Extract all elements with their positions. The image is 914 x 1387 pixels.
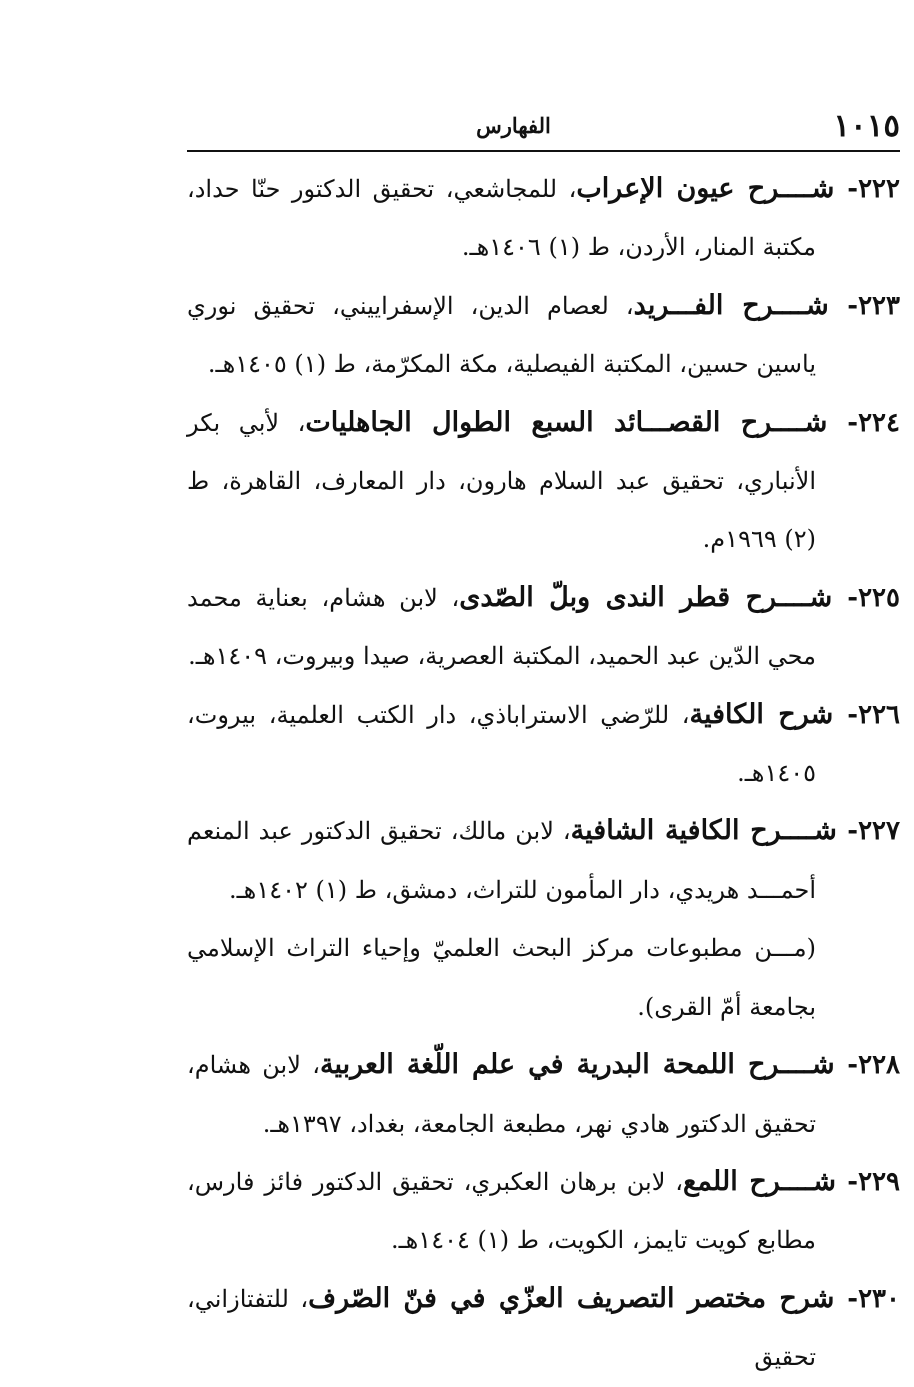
bibliography-entry-228: [187, 1036, 900, 1153]
entry-title: شــــرح اللمع: [683, 1165, 836, 1197]
entry-details: ، لعصام الدين، الإسفراييني، تحقيق نوري ياسين حسين، المكتبة الفيصلية، مكة المكرّمة، ط (١) ١٤٠٥هـ.: [187, 291, 816, 379]
bibliography-list: [187, 160, 900, 1387]
bibliography-entry-227: [187, 802, 900, 1036]
page-header: [187, 104, 900, 148]
entry-details: ، للتفتازاني، تحقيق: [187, 1284, 816, 1372]
entry-details: ، لأبي بكر الأنباري، تحقيق عبد السلام هارون، دار المعارف، القاهرة، ط (٢) ١٩٦٩م.: [187, 408, 816, 554]
entry-title: شــــرح عيون الإعراب: [576, 173, 835, 204]
running-title: الفهارس: [476, 113, 551, 138]
header-divider: [187, 150, 900, 152]
entry-number: ٢٣٠-: [834, 1283, 900, 1314]
entry-number: ٢٢٨-: [834, 1050, 901, 1081]
entry-details: ، لابن مالك، تحقيق الدكتور عبد المنعم أحمـــد هريدي، دار المأمون للتراث، دمشق، ط (١) ١٤٠٢هـ.: [187, 817, 816, 904]
entry-title: شــــرح الكافية الشافية: [570, 815, 837, 847]
entry-details: ، لابن برهان العكبري، تحقيق الدكتور فائز فارس، مطابع كويت تايمز، الكويت، ط (١) ١٤٠٤هـ.: [187, 1167, 816, 1255]
entry-number: ٢٢٧-: [836, 816, 900, 847]
entry-details: ، للرّضي الاستراباذي، دار الكتب العلمية، بيروت، ١٤٠٥هـ.: [187, 700, 816, 788]
entry-number: ٢٢٣-: [828, 290, 900, 321]
bibliography-entry-224: [187, 394, 900, 569]
bibliography-entry-225: [187, 569, 900, 686]
entry-title: شــــرح اللمحة البدرية في علم اللّغة العربية: [319, 1049, 835, 1081]
entry-number: ٢٢٦-: [833, 699, 901, 730]
entry-number: ٢٢٥-: [832, 582, 900, 613]
entry-title: شرح الكافية: [689, 698, 834, 730]
entry-number: ٢٢٩-: [835, 1166, 901, 1197]
entry-details: ، لابن هشام، تحقيق الدكتور هادي نهر، مطبعة الجامعة، بغداد، ١٣٩٧هـ.: [187, 1051, 816, 1138]
bibliography-entry-222: [187, 160, 900, 277]
entry-title: شــــرح الفـــريد: [633, 289, 829, 321]
bibliography-entry-226: [187, 686, 900, 803]
entry-details: ، للمجاشعي، تحقيق الدكتور حنّا حداد، مكتبة المنار، الأردن، ط (١) ١٤٠٦هـ.: [187, 175, 816, 262]
entry-note: (مـــن مطبوعات مركز البحث العلميّ وإحياء التراث الإسلامي بجامعة أمّ القرى).: [187, 934, 816, 1021]
entry-details: ، لابن هشام، بعناية محمد محي الدّين عبد الحميد، المكتبة العصرية، صيدا وبيروت، ١٤٠٩هـ.: [187, 583, 816, 671]
entry-number: ٢٢٢-: [834, 174, 900, 204]
bibliography-entry-229: [187, 1153, 900, 1270]
bibliography-entry-223: [187, 277, 900, 394]
page-number: ١٠١٥: [833, 108, 900, 144]
entry-title: شرح مختصر التصريف العزّي في فنّ الصّرف: [308, 1282, 835, 1314]
entry-number: ٢٢٤-: [827, 407, 900, 438]
entry-title: شــــرح القصـــائد السبع الطوال الجاهليات: [305, 406, 828, 438]
bibliography-entry-230: [187, 1270, 900, 1387]
entry-title: شــــرح قطر الندى وبلّ الصّدى: [459, 581, 833, 613]
